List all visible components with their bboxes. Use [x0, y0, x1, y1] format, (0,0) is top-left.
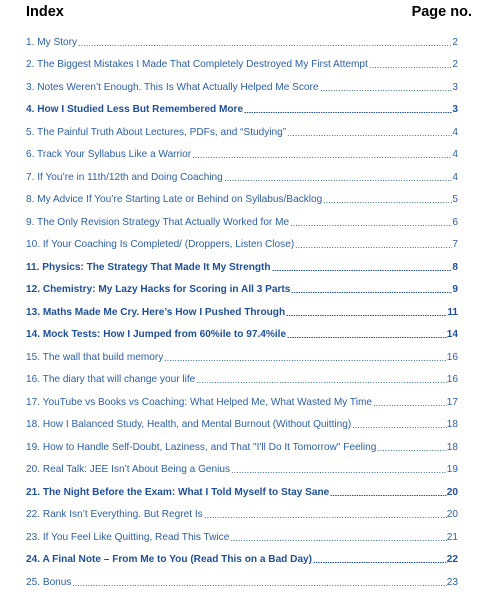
toc-entry-title: 4. How I Studied Less But Remembered More [26, 104, 244, 116]
toc-entry-title: 12. Chemistry: My Lazy Hacks for Scoring in All 3 Parts [26, 284, 291, 296]
toc-entry-title: 5. The Painful Truth About Lectures, PDFs, and “Studying” [26, 126, 287, 138]
dot-leader [192, 157, 452, 158]
toc-entry-page: 20 [446, 509, 458, 521]
dot-leader [330, 495, 447, 496]
toc-entry-title: 11. Physics: The Strategy That Made It My Strength [26, 261, 271, 273]
dot-leader [313, 562, 447, 563]
toc-entry[interactable] [26, 279, 458, 302]
dot-leader [286, 315, 447, 316]
toc-entry-page: 8 [452, 261, 458, 273]
dot-leader [204, 517, 447, 518]
toc-entry-title: 8. My Advice If You’re Starting Late or Behind on Syllabus/Backlog [26, 194, 323, 206]
toc-entry-title: 20. Real Talk: JEE Isn’t About Being a Genius [26, 464, 231, 476]
toc-entry-title: 3. Notes Weren’t Enough. This Is What Actually Helped Me Score [26, 81, 319, 93]
toc-entry[interactable] [26, 391, 458, 414]
toc-entry-title: 2. The Biggest Mistakes I Made That Completely Destroyed My First Attempt [26, 59, 368, 71]
toc-entry[interactable] [26, 121, 458, 144]
dot-leader [196, 382, 447, 383]
toc-entry[interactable] [26, 99, 458, 122]
toc-entry-page: 4 [452, 126, 458, 138]
toc-entry[interactable] [26, 256, 458, 279]
toc-entry[interactable] [26, 459, 458, 482]
toc-entry-page: 6 [452, 216, 458, 228]
dot-leader [231, 472, 447, 473]
toc-entry-title: 25. Bonus [26, 576, 72, 588]
toc-entry[interactable] [26, 144, 458, 167]
toc-entry-page: 18 [446, 419, 458, 431]
dot-leader [369, 67, 453, 68]
toc-entry-title: 7. If You’re in 11th/12th and Doing Coaching [26, 171, 223, 183]
toc-entry[interactable] [26, 211, 458, 234]
dot-leader [377, 450, 446, 451]
dot-leader [320, 90, 453, 91]
dot-leader [272, 270, 453, 271]
index-heading: Index [26, 4, 64, 20]
toc-entry-page: 7 [452, 239, 458, 251]
toc-entry[interactable] [26, 436, 458, 459]
toc-entry[interactable] [26, 54, 458, 77]
toc-entry-page: 17 [446, 396, 458, 408]
toc-entry-title: 21. The Night Before the Exam: What I Told Myself to Stay Sane [26, 486, 330, 498]
toc-entry-title: 13. Maths Made Me Cry. Here’s How I Pushed Through [26, 306, 286, 318]
toc-entry-title: 15. The wall that build memory [26, 351, 164, 363]
toc-entry-page: 16 [446, 374, 458, 386]
toc-entry-page: 23 [446, 576, 458, 588]
dot-leader [291, 292, 452, 293]
toc-entry-page: 20 [446, 486, 458, 498]
toc-entry[interactable] [26, 369, 458, 392]
toc-entry-title: 23. If You Feel Like Quitting, Read This Twice [26, 531, 230, 543]
dot-leader [373, 405, 447, 406]
toc-entry-title: 6. Track Your Syllabus Like a Warrior [26, 149, 192, 161]
toc-entry-page: 22 [446, 554, 458, 566]
toc-entry-page: 11 [447, 306, 458, 318]
toc-entry[interactable] [26, 481, 458, 504]
toc-entry-title: 18. How I Balanced Study, Health, and Mental Burnout (Without Quitting) [26, 419, 352, 431]
toc-entry[interactable] [26, 166, 458, 189]
dot-leader [72, 585, 446, 586]
toc-entry-page: 4 [452, 171, 458, 183]
toc-entry[interactable] [26, 504, 458, 527]
toc-entry-page: 5 [452, 194, 458, 206]
toc-entry[interactable] [26, 31, 458, 54]
toc-entry[interactable] [26, 324, 458, 347]
toc-entry[interactable] [26, 189, 458, 212]
toc-entry-title: 19. How to Handle Self-Doubt, Laziness, and That "I'll Do It Tomorrow" Feeling [26, 441, 377, 453]
index-header [26, 2, 472, 22]
toc-entry[interactable] [26, 526, 458, 549]
toc-entry-page: 3 [452, 81, 458, 93]
toc-entry-page: 3 [452, 104, 458, 116]
toc-entry-title: 22. Rank Isn’t Everything. But Regret Is [26, 509, 203, 521]
dot-leader [244, 112, 452, 113]
toc-entry-title: 24. A Final Note – From Me to You (Read This on a Bad Day) [26, 554, 313, 566]
dot-leader [352, 427, 447, 428]
dot-leader [287, 337, 447, 338]
toc-entry-title: 16. The diary that will change your life [26, 374, 196, 386]
toc-entry-page: 16 [446, 351, 458, 363]
toc-entry-page: 2 [452, 36, 458, 48]
toc-entry-page: 19 [446, 464, 458, 476]
table-of-contents [26, 31, 458, 594]
toc-entry[interactable] [26, 414, 458, 437]
dot-leader [323, 202, 452, 203]
toc-entry-page: 9 [452, 284, 458, 296]
dot-leader [287, 135, 452, 136]
toc-entry[interactable] [26, 234, 458, 257]
toc-entry-title: 1. My Story [26, 36, 78, 48]
toc-entry[interactable] [26, 301, 458, 324]
toc-entry-title: 17. YouTube vs Books vs Coaching: What Helped Me, What Wasted My Time [26, 396, 372, 408]
toc-entry[interactable] [26, 346, 458, 369]
dot-leader [164, 360, 446, 361]
toc-entry-page: 2 [452, 59, 458, 71]
toc-entry[interactable] [26, 76, 458, 99]
toc-entry-title: 10. If Your Coaching Is Completed/ (Droppers, Listen Close) [26, 239, 295, 251]
dot-leader [78, 45, 452, 46]
dot-leader [230, 540, 446, 541]
toc-entry-title: 9. The Only Revision Strategy That Actually Worked for Me [26, 216, 290, 228]
dot-leader [295, 247, 452, 248]
page-number-heading: Page no. [411, 4, 472, 20]
dot-leader [290, 225, 452, 226]
toc-entry[interactable] [26, 571, 458, 594]
toc-entry-page: 14 [446, 329, 458, 341]
toc-entry-page: 21 [446, 531, 458, 543]
toc-entry[interactable] [26, 549, 458, 572]
dot-leader [224, 180, 453, 181]
toc-entry-page: 18 [446, 441, 458, 453]
toc-entry-page: 4 [452, 149, 458, 161]
toc-entry-title: 14. Mock Tests: How I Jumped from 60%ile to 97.4%ile [26, 329, 287, 341]
